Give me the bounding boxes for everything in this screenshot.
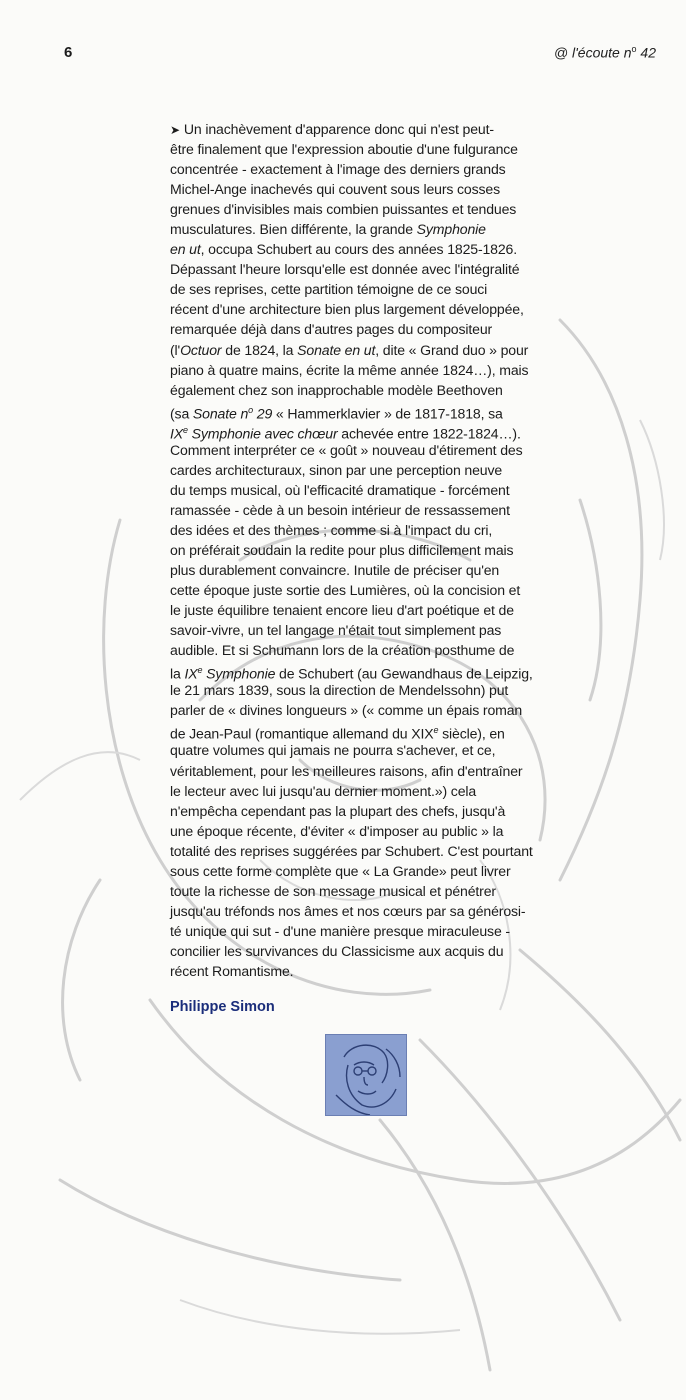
text: musculatures. Bien différente, la grande [170,221,417,238]
text-line [170,640,560,660]
text: cette époque juste sortie des Lumières, où la concision et [170,582,521,599]
text-line [170,179,560,199]
text-line [170,319,560,339]
text-line [170,199,560,219]
text: des idées et des thèmes ; comme si à l'impact du cri, [170,521,493,538]
text-line [170,259,560,279]
text: parler de « divines longueurs » (« comme un épais roman [170,702,523,719]
text: de ses reprises, cette partition témoigne de ce souci [170,281,488,298]
running-header [554,44,656,61]
issue-number: 42 [640,44,656,61]
author-signature: Philippe Simon [170,999,275,1015]
text: audible. Et si Schumann lors de la création posthume de [170,642,515,659]
text: Un inachèvement d'apparence donc qui n'est peut- [183,121,494,137]
text: de Schubert (au Gewandhaus de Leipzig, [275,665,533,682]
text: récent d'une architecture bien plus largement développée, [170,301,524,318]
text: té unique qui sut - d'une manière presque miraculeuse - [170,922,510,939]
text-line [170,540,560,560]
text: savoir-vivre, un tel langage n'était tout simplement pas [170,622,502,639]
text: véritablement, pour les meilleures raisons, afin d'entraîner [170,762,523,779]
text-line [170,500,560,520]
text: de Jean-Paul (romantique allemand du XIX [170,726,434,743]
italic-text: Octuor [180,341,222,358]
text: quatre volumes qui jamais ne pourra s'achever, et ce, [170,742,496,759]
text: également chez son inapprochable modèle Beethoven [170,381,503,398]
text-line [170,420,560,440]
text-line [170,360,560,380]
text-line [170,660,560,680]
text: on préférait soudain la redite pour plus difficilement mais [170,541,514,558]
text: Michel-Ange inachevés qui couvent sous leurs cosses [170,181,500,198]
text-line [170,861,560,881]
text: Comment interpréter ce « goût » nouveau d'étirement des [170,441,523,458]
text: plus durablement convaincre. Inutile de préciser qu'en [170,562,500,579]
text: sous cette forme complète que « La Grande» peut livrer [170,862,511,879]
text-line [170,700,560,720]
text-line [170,680,560,700]
italic-text: en ut [170,241,201,258]
text: une époque récente, d'éviter « d'imposer au public » la [170,822,504,839]
issue-prefix: n [623,44,632,61]
text-line [170,841,560,861]
text-line [170,801,560,821]
text: « Hammerklavier » de 1817-1818, sa [272,405,503,422]
text: du temps musical, où l'efficacité dramatique - forcément [170,481,510,498]
text-line [170,961,560,981]
text: concentrée - exactement à l'image des derniers grands [170,161,506,178]
text-line [170,761,560,781]
text: concilier les survivances du Classicisme aux acquis du [170,942,504,959]
text-line [170,821,560,841]
text-line [170,340,560,360]
italic-text: Symphonie [202,665,276,682]
text-line [170,380,560,400]
text-line [170,620,560,640]
text-line [170,580,560,600]
text-line [170,560,560,580]
text-line [170,440,560,460]
text: de 1824, la [221,341,298,358]
superscript: e [183,424,188,435]
text-line [170,941,560,961]
text: ramassée - cède à un besoin intérieur de ressassement [170,501,510,518]
text: (sa [170,405,193,422]
text-line [170,520,560,540]
superscript: e [433,725,439,736]
text: Dépassant l'heure lorsqu'elle est donnée avec l'intégralité [170,261,520,278]
superscript: e [197,665,203,676]
italic-text: 29 [253,405,273,422]
text: la [170,665,185,682]
text: grenues d'invisibles mais combien puissantes et tendues [170,201,517,218]
text: achevée entre 1822-1824…). [337,425,521,442]
arrow-bullet-icon: ➤ [170,123,180,137]
publication-title: @ l'écoute [553,44,620,61]
text: siècle), en [438,726,505,743]
text-line [170,460,560,480]
text: le juste équilibre tenaient encore lieu d'art poétique et de [170,602,514,619]
text-line [170,901,560,921]
portrait-icon [326,1035,406,1115]
text-line [170,881,560,901]
page-number: 6 [64,44,73,61]
italic-text: IX [170,425,184,442]
text-line [170,239,560,259]
italic-text: IX [184,665,198,682]
text: toute la richesse de son message musical et pénétrer [170,882,496,899]
text-line [170,480,560,500]
text: cardes architecturaux, sinon par une perception neuve [170,461,503,478]
article-body [170,119,560,981]
text-line [170,219,560,239]
text-line [170,279,560,299]
italic-text: Sonate en ut [297,341,376,358]
text: remarquée déjà dans d'autres pages du compositeur [170,321,493,338]
text-line [170,600,560,620]
text-line [170,740,560,760]
text: jusqu'au tréfonds nos âmes et nos cœurs par sa générosi- [170,902,526,919]
text: récent Romantisme. [170,962,294,979]
text: (l' [170,341,181,358]
text-line [170,159,560,179]
text: le 21 mars 1839, sous la direction de Mendelssohn) put [170,682,509,699]
text: n'empêcha cependant pas la plupart des chefs, jusqu'à [170,802,506,819]
text-line [170,119,560,139]
text: totalité des reprises suggérées par Schubert. C'est pourtant [170,842,533,859]
text: le lecteur avec lui jusqu'au dernier moment.») cela [170,782,477,799]
text-line [170,921,560,941]
text-line [170,781,560,801]
text-line [170,299,560,319]
text-line [170,720,560,743]
text-line [170,139,560,159]
portrait-sketch [325,1034,407,1116]
italic-text: Sonate n [192,405,249,422]
italic-text: Symphonie [416,221,486,238]
italic-text: Symphonie avec chœur [187,425,338,442]
issue-ordinal: o [631,44,637,54]
text: , dite « Grand duo » pour [375,341,529,358]
text: , occupa Schubert au cours des années 1825-1826. [200,241,518,258]
superscript: o [248,404,253,415]
text-line [170,400,560,420]
text: piano à quatre mains, écrite la même année 1824…), mais [170,361,529,378]
text: être finalement que l'expression aboutie d'une fulgurance [170,141,518,158]
